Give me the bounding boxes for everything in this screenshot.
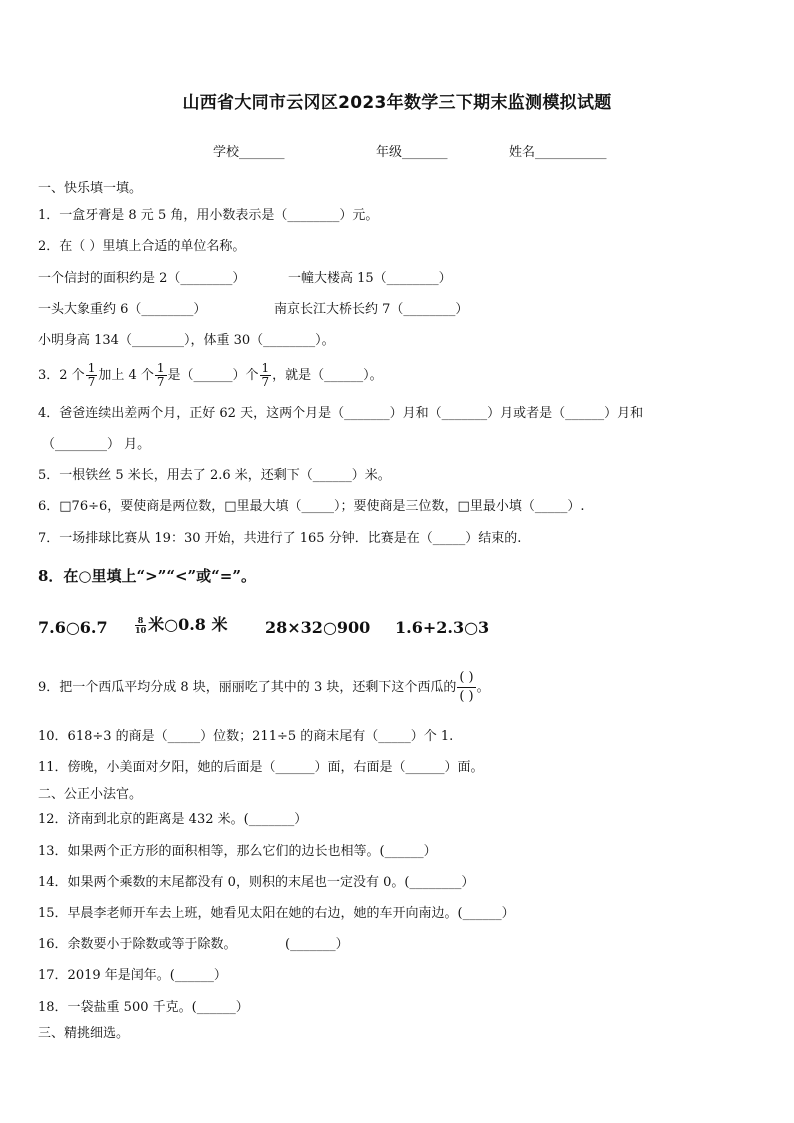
section-heading-1: 一、快乐填一填。 [38, 181, 143, 196]
question-15: 15．早晨李老师开车去上班，她看见太阳在她的右边，她的车开向南边。(______） [38, 906, 515, 921]
question-8-heading: 8．在○里填上“>”“<”或“=”。 [38, 567, 256, 585]
fraction-one-seventh: $\frac{1}{7}$ [87, 361, 96, 389]
question-2-item-envelope: 一个信封的面积约是 2（________） [38, 271, 246, 286]
grade-field: 年级_______ [376, 145, 448, 160]
question-3-part-2: 加上 4 个 [98, 368, 154, 383]
question-6: 6．□76÷6，要使商是两位数，□里最大填（_____）；要使商是三位数，□里最小填（_____）. [38, 499, 585, 514]
question-16-answer: (_______） [285, 937, 349, 952]
question-2-item-bridge: 南京长江大桥长约 7（________） [274, 302, 469, 317]
question-12: 12．济南到北京的距离是 432 米。(_______） [38, 812, 308, 827]
fraction-one-seventh: $\frac{1}{7}$ [156, 361, 165, 389]
answer-fraction-blank: $\frac{( )}{( )}$ [459, 670, 474, 704]
question-13: 13．如果两个正方形的面积相等，那么它们的边长也相等。(______） [38, 844, 437, 859]
question-7: 7．一场排球比赛从 19：30 开始，共进行了 165 分钟．比赛是在（_____）结束的. [38, 531, 522, 546]
question-8-expr-3: 28×32○900 [265, 618, 371, 637]
question-8-expr-1: 7.6○6.7 [38, 618, 108, 637]
question-8-expr-4: 1.6+2.3○3 [395, 618, 490, 637]
question-10: 10．618÷3 的商是（_____）位数；211÷5 的商末尾有（_____）个 1. [38, 729, 454, 744]
question-17: 17．2019 年是闰年。(______） [38, 968, 227, 983]
question-2-heading: 2．在（ ）里填上合适的单位名称。 [38, 239, 246, 254]
name-field: 姓名___________ [509, 145, 607, 160]
question-8-expr-2: $\frac{8}{10}$ 米○0.8 米 [135, 615, 228, 635]
section-heading-3: 三、精挑细选。 [38, 1026, 130, 1041]
question-14: 14．如果两个乘数的末尾都没有 0，则积的末尾也一定没有 0。(________） [38, 875, 475, 890]
question-4-line-2: （________） 月。 [42, 437, 151, 452]
question-11: 11．傍晚，小美面对夕阳，她的后面是（______）面，右面是（______）面。 [38, 760, 484, 775]
question-1: 1．一盒牙膏是 8 元 5 角，用小数表示是（________）元。 [38, 208, 379, 223]
school-field: 学校_______ [213, 145, 285, 160]
question-18: 18．一袋盐重 500 千克。(______） [38, 1000, 249, 1015]
question-2-item-building: 一幢大楼高 15（________） [288, 271, 452, 286]
question-2-item-elephant: 一头大象重约 6（________） [38, 302, 207, 317]
page-title: 山西省大同市云冈区2023年数学三下期末监测模拟试题 [182, 93, 612, 113]
question-9: 9．把一个西瓜平均分成 8 块，丽丽吃了其中的 3 块，还剩下这个西瓜的 $\frac{( )}{( )}$ 。 [38, 670, 490, 704]
question-2-item-height: 小明身高 134（________），体重 30（________）。 [38, 333, 335, 348]
question-16: 16．余数要小于除数或等于除数。 [38, 937, 237, 952]
section-heading-2: 二、公正小法官。 [38, 787, 143, 802]
question-5: 5．一根铁丝 5 米长，用去了 2.6 米，还剩下（______）米。 [38, 468, 391, 483]
fraction-one-seventh: $\frac{1}{7}$ [261, 361, 270, 389]
question-3-part-3: 是（______）个 [167, 368, 259, 383]
question-4-line-1: 4．爸爸连续出差两个月，正好 62 天，这两个月是（_______）月和（_______）月或者是（______）月和 [38, 406, 644, 421]
question-3 [38, 358, 383, 394]
fraction-eight-tenths: $\frac{8}{10}$ [135, 615, 147, 635]
question-3-part-1: 3．2 个 [38, 368, 85, 383]
question-3-part-4: ，就是（______）。 [272, 368, 383, 383]
